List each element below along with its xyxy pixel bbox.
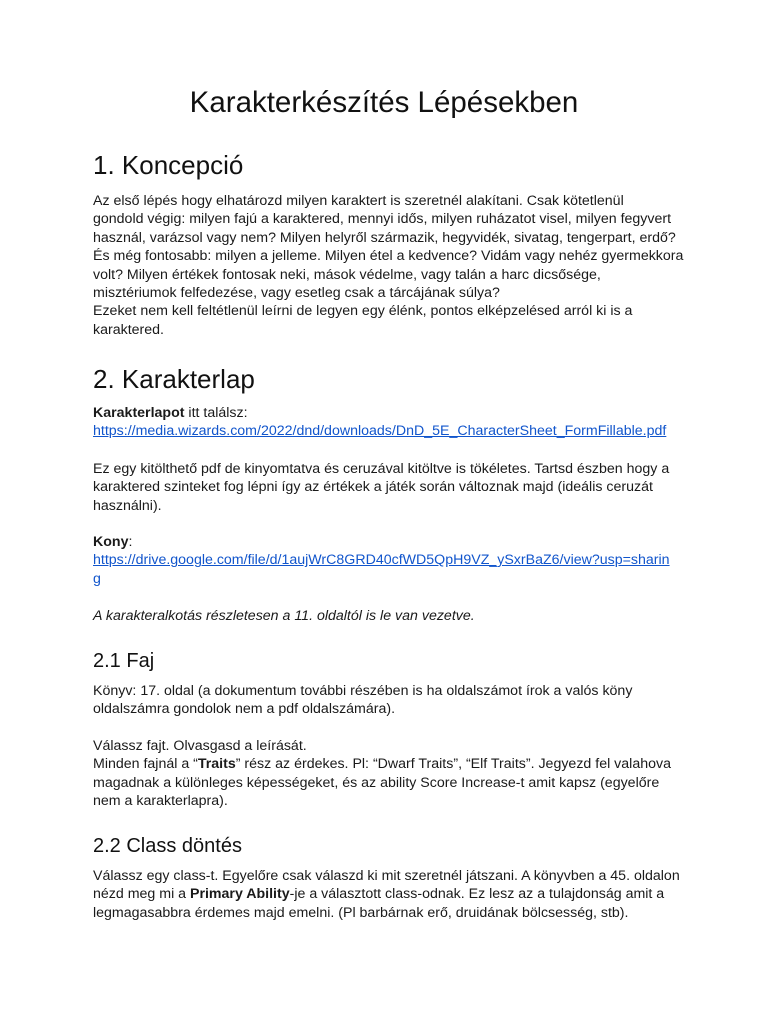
paragraph-pdf-info — [93, 460, 693, 515]
text-line: Válassz fajt. Olvasgasd a leírását. — [93, 738, 307, 754]
document-title: Karakterkészítés Lépésekben — [189, 86, 579, 119]
line2-post: -je a választott class-odnak. Ez lesz az a tulajdonság amit a — [289, 886, 665, 903]
book-link[interactable]: https://drive.google.com/file/d/1aujWrC8GRD40cfWD5QpH9VZ_ySxrBaZ6/view?usp=sharin — [93, 552, 670, 569]
book-colon: : — [128, 534, 133, 550]
text-line: gondold végig: milyen fajú a karaktered, mennyi idős, milyen ruházatot visel, milyen fegyvert — [93, 211, 672, 228]
text-line: Válassz egy class-t. Egyelőre csak válaszd ki mit szeretnél játszani. A könyvben a 45. oldalon — [93, 868, 680, 884]
character-sheet-link[interactable]: https://media.wizards.com/2022/dnd/downloads/DnD_5E_CharacterSheet_FormFillable.pdf — [93, 423, 667, 440]
paragraph-karakterlap-link — [93, 404, 693, 441]
text-line — [93, 755, 693, 773]
paragraph-koncepcio — [93, 192, 693, 339]
text-line — [93, 885, 693, 903]
text-line: magadnak a különleges képességeket, és az ability Score Increase-t amit kapsz (egyelőre — [93, 774, 660, 791]
text-line: Könyv: 17. oldal (a dokumentum további részében is ha oldalszámot írok a valós köny — [93, 683, 633, 699]
traits-bold: Traits — [197, 756, 236, 773]
primary-ability-bold: Primary Ability — [190, 886, 290, 903]
traits-post: ” rész az érdekes. Pl: “Dwarf Traits”, “Elf Traits”. Jegyezd fel valahova — [235, 756, 671, 773]
text-line: oldalszámra gondolok nem a pdf oldalszámára). — [93, 701, 396, 718]
paragraph-book-link — [93, 533, 693, 588]
traits-pre: Minden fajnál a “ — [93, 756, 198, 773]
text-line: karaktered. — [93, 321, 164, 338]
book-link-continuation[interactable]: g — [93, 570, 101, 587]
text-line: misztériumok felfedezése, vagy esetleg csak a tárcájának súlya? — [93, 285, 500, 302]
text-line: nem a karakterlapra). — [93, 793, 228, 810]
text-line: volt? Milyen értékek fontosak neki, mások védelme, vagy talán a harc dicsősége, — [93, 266, 601, 283]
paragraph-class — [93, 867, 693, 922]
text-line: használni). — [93, 497, 162, 514]
text-line — [93, 404, 693, 422]
text-line: karaktered szinteket fog lépni így az értékek a játék során változnak majd (ideális ceruzát — [93, 479, 653, 496]
text-line: Ez egy kitölthető pdf de kinyomtatva és ceruzával kitöltve is tökéletes. Tartsd észben hogy a — [93, 461, 670, 477]
text-line: És még fontosabb: milyen a jelleme. Milyen étel a kedvence? Vidám vagy nehéz gyermekkora — [93, 248, 684, 265]
heading-faj: 2.1 Faj — [93, 650, 155, 672]
text-line — [93, 533, 693, 551]
book-label: Kony — [93, 534, 129, 550]
text-line: használ, varázsol vagy nem? Milyen helyről származik, hegyvidék, sivatag, tengerpart, erdő? — [93, 229, 676, 246]
text-line: Az első lépés hogy elhatározd milyen karaktert is szeretnél alakítani. Csak kötetlenül — [93, 193, 624, 209]
sheet-label: Karakterlapot — [93, 405, 185, 421]
paragraph-faj-page — [93, 682, 693, 719]
text-line: legmagasabbra érdemes majd emelni. (Pl barbárnak erő, druidának bölcsesség, stb). — [93, 904, 629, 921]
text-line: Ezeket nem kell feltétlenül leírni de legyen egy élénk, pontos elképzelésed arról ki is a — [93, 303, 633, 320]
heading-class-dontes: 2.2 Class döntés — [93, 835, 242, 857]
paragraph-faj-choose — [93, 737, 693, 811]
italic-note: A karakteralkotás részletesen a 11. oldaltól is le van vezetve. — [93, 608, 475, 624]
heading-karakterlap: 2. Karakterlap — [93, 364, 255, 394]
heading-koncepcio: 1. Koncepció — [93, 150, 244, 180]
line2-pre: nézd meg mi a — [93, 886, 190, 903]
sheet-suffix: itt találsz: — [184, 405, 248, 421]
